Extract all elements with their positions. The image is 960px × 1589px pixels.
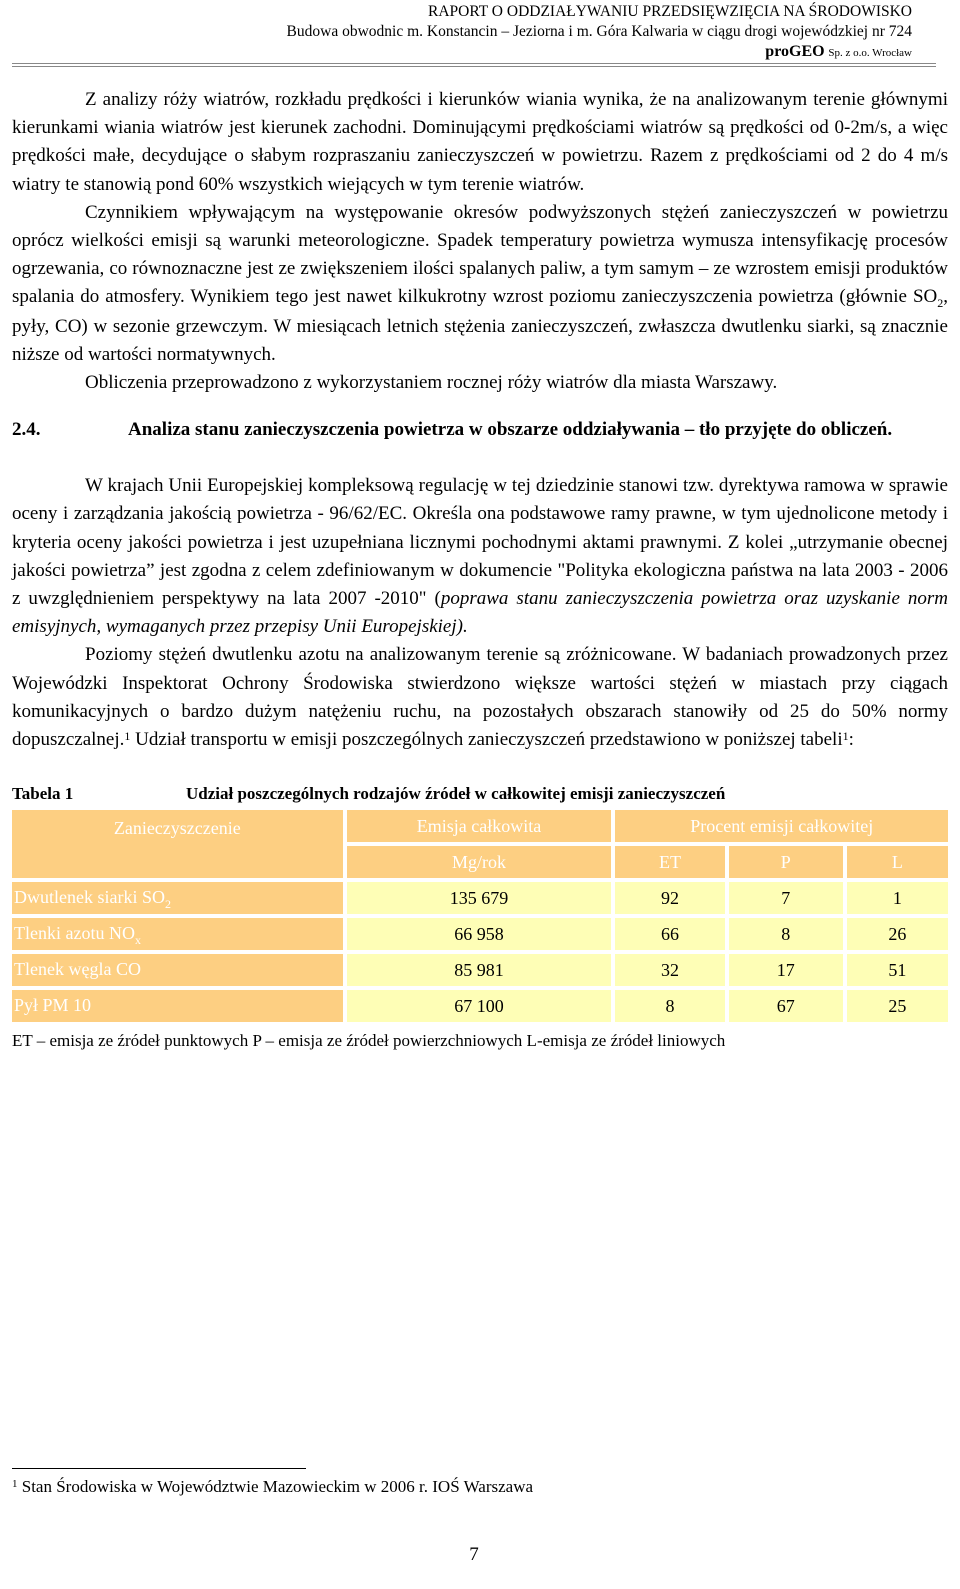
et-value: 8: [615, 990, 724, 1022]
header-emission: Emisja całkowita: [347, 810, 612, 842]
table-row: [12, 882, 948, 914]
document-body: [12, 86, 948, 1052]
header-company-suffix: Sp. z o.o. Wrocław: [828, 47, 912, 59]
paragraph-no2-part1: Poziomy stężeń dwutlenku azotu na analizowanym terenie są zróżnicowane. W badaniach prowadzonych przez Wojewódzki Inspektorat Ochrony Środowiska stwierdzono większe wartości stężeń w miastach przy ciągach komunikacyjnych o bardzo dużym natężeniu ruchu, na pozostałych obszarach stanowiły od 25 do 50% normy dopuszczalnej.: [12, 644, 948, 751]
emission-value: 67 100: [347, 990, 612, 1022]
header-l: L: [847, 846, 948, 878]
p-value: 67: [729, 990, 843, 1022]
paragraph-no2-part2: Udział transportu w emisji poszczególnych zanieczyszczeń przedstawiono w poniższej tabeli: [130, 729, 843, 751]
paragraph-no2-part3: :: [848, 729, 854, 751]
et-value: 66: [615, 918, 724, 950]
et-value: 92: [615, 882, 724, 914]
header-report-title: RAPORT O ODDZIAŁYWANIU PRZEDSIĘWZIĘCIA NA ŚRODOWISKO: [427, 3, 912, 20]
footnote: [12, 1476, 533, 1498]
paragraph-eu-regulation: [12, 472, 948, 641]
header-pollutant: Zanieczyszczenie: [12, 810, 343, 878]
footnote-ref: 1: [842, 729, 849, 744]
l-value: 51: [847, 954, 948, 986]
header-company: [287, 42, 912, 63]
paragraph-wind: Z analizy róży wiatrów, rozkładu prędkości i kierunków wiania wynika, że na analizowanym terenie głównymi kierunkami wiania wiatrów jest kierunek zachodni. Dominującymi prędkościami wiatrów są prędkości od 0-2m/s, a więc prędkości małe, decydujące o słabym rozpraszaniu zanieczyszczeń w powietrzu. Razem z prędkościami od 2 do 4 m/s wiatry te stanowią pond 60% wszystkich wiejących w tym terenie wiatrów.: [12, 89, 948, 195]
table-caption: [12, 782, 948, 806]
table-legend: ET – emisja ze źródeł punktowych P – emisja ze źródeł powierzchniowych L-emisja ze źródeł liniowych: [12, 1031, 726, 1051]
pollutant-name: Dwutlenek siarki $SO_2$: [12, 882, 343, 914]
table-caption-text: Udział poszczególnych rodzajów źródeł w całkowitej emisji zanieczyszczeń: [186, 784, 726, 804]
header-unit: Mg/rok: [347, 846, 612, 878]
paragraph-meteorology-part2: , pyły, CO) w sezonie grzewczym. W miesiącach letnich stężenia zanieczyszczeń, zwłaszcza dwutlenku siarki, są znacznie niższe od wartości normatywnych.: [12, 286, 948, 365]
header-et: ET: [615, 846, 724, 878]
footnote-divider: [12, 1468, 306, 1469]
paragraph-meteorology-part1: Czynnikiem wpływającym na występowanie okresów podwyższonych stężeń zanieczyszczeń w powietrzu oprócz wielkości emisji są warunki meteorologiczne. Spadek temperatury powietrza wymusza intensyfikację procesów ogrzewania, co równoznaczne jest ze zwiększeniem ilości spalanych paliw, a tym samym – ze wzrostem emisji produktów spalania do atmosfery. Wynikiem tego jest nawet kilkukrotny wzrost poziomu zanieczyszczenia powietrza (głównie SO: [12, 201, 948, 308]
header-project-title: Budowa obwodnic m. Konstancin – Jeziorna i m. Góra Kalwaria w ciągu drogi wojewódzkiej nr 724: [286, 23, 912, 40]
table-row: [12, 990, 948, 1022]
emission-value: 135 679: [347, 882, 612, 914]
l-value: 26: [847, 918, 948, 950]
pollutant-name: Pył PM 10: [12, 990, 343, 1022]
paragraph-meteorology: [12, 199, 948, 369]
section-title: Analiza stanu zanieczyszczenia powietrza w obszarze oddziaływania – tło przyjęte do obliczeń.: [128, 419, 893, 441]
l-value: 1: [847, 882, 948, 914]
header-company-name: proGEO: [765, 43, 825, 60]
page-number: 7: [469, 1544, 479, 1565]
table-row: [12, 954, 948, 986]
so2-subscript: 2: [937, 296, 944, 311]
table-label: Tabela 1: [12, 784, 74, 804]
pollutant-name: Tlenki azotu $NO_x$: [12, 918, 343, 950]
page-header: [287, 2, 912, 63]
paragraph-eu-regulation-text: W krajach Unii Europejskiej kompleksową regulację w tej dziedzinie stanowi tzw. dyrektywa ramowa w sprawie oceny i zarządzania jakością powietrza - 96/62/EC. Określa ona podstawowe ramy prawne, w tym ujednolicone metody i kryteria oceny jakości powietrza i jest uzupełniana licznymi pochodnymi aktami prawnymi. Z kolei „utrzymanie obecnej jakości powietrza” jest zgodna z celem zdefiniowanym w dokumencie "Polityka ekologiczna państwa na lata 2003 - 2006 z uwzględnieniem perspektywy na lata 2007 -2010" (: [12, 475, 948, 610]
paragraph-no2: [12, 641, 948, 754]
et-value: 32: [615, 954, 724, 986]
footnote-ref: 1: [124, 729, 131, 744]
header-percent: Procent emisji całkowitej: [615, 810, 948, 842]
footnote-text: Stan Środowiska w Województwie Mazowieckim w 2006 r. IOŚ Warszawa: [21, 1477, 534, 1496]
section-heading: [12, 416, 948, 444]
p-value: 17: [729, 954, 843, 986]
paragraph-eu-regulation-italic: poprawa stanu zanieczyszczenia powietrza oraz uzyskanie norm emisyjnych, wymaganych przez przepisy Unii Europejskiej).: [12, 588, 949, 638]
emission-value: 66 958: [347, 918, 612, 950]
header-divider: [12, 66, 936, 67]
emission-table: [8, 806, 952, 1026]
emission-value: 85 981: [347, 954, 612, 986]
section-number: 2.4.: [12, 419, 41, 441]
l-value: 25: [847, 990, 948, 1022]
pollutant-name: Tlenek węgla CO: [12, 954, 343, 986]
header-divider: [12, 63, 936, 64]
p-value: 8: [729, 918, 843, 950]
table-header-row: [12, 810, 948, 842]
table-row: [12, 918, 948, 950]
footnote-mark: 1: [12, 1478, 18, 1490]
paragraph-calculation: Obliczenia przeprowadzono z wykorzystaniem rocznej róży wiatrów dla miasta Warszawy.: [85, 372, 778, 394]
header-p: P: [729, 846, 843, 878]
p-value: 7: [729, 882, 843, 914]
